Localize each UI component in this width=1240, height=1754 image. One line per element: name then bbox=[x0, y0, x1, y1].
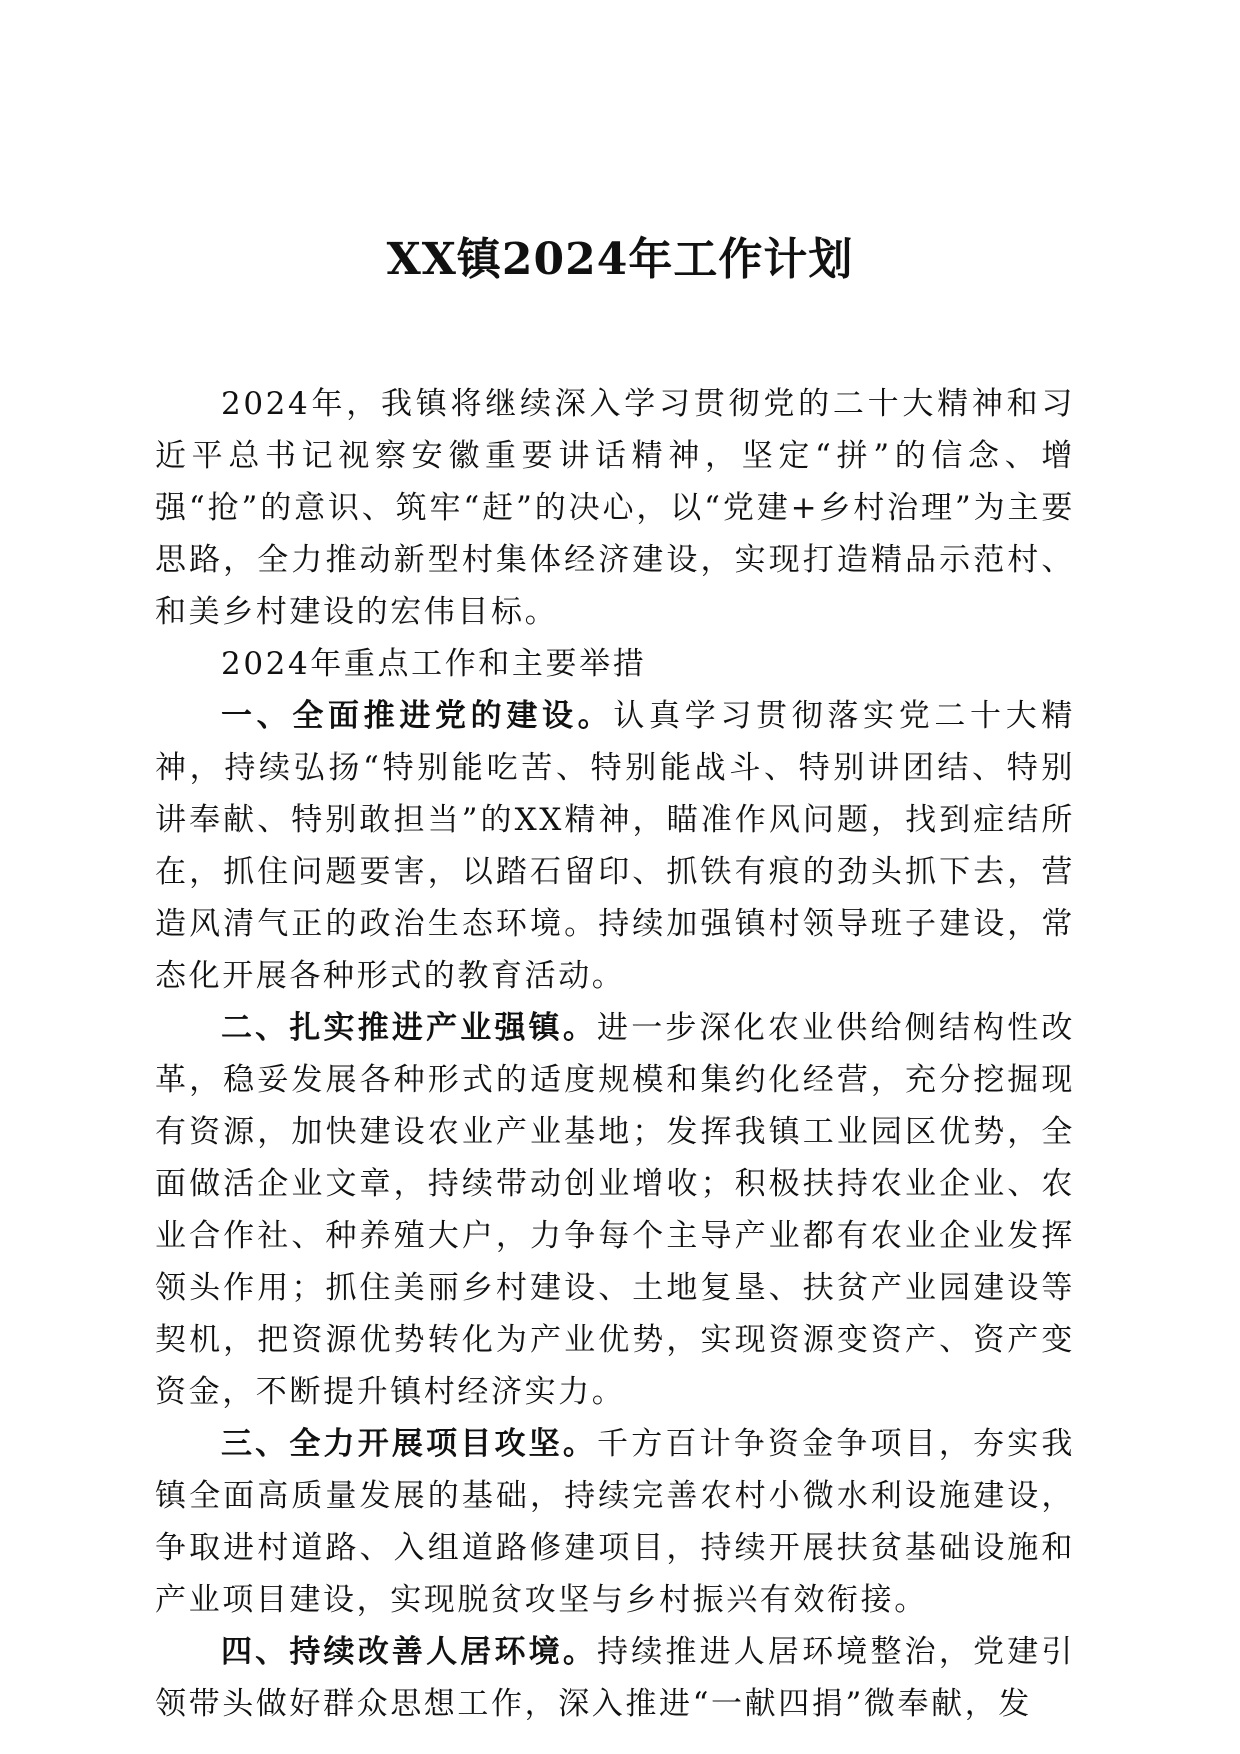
section-heading: 2024年重点工作和主要举措 bbox=[221, 646, 647, 682]
intro-paragraph: 2024年，我镇将继续深入学习贯彻党的二十大精神和习近平总书记视察安徽重要讲话精神，坚定“拼”的信念、增强“抢”的意识、筑牢“赶”的决心，以“党建+乡村治理”为主要思路，全力推动新型村集体经济建设，实现打造精品示范村、和美乡村建设的宏伟目标。 bbox=[155, 386, 1075, 630]
section-paragraph-3 bbox=[155, 1418, 1075, 1626]
section-2-heading: 二、扎实推进产业强镇。 bbox=[221, 1010, 598, 1046]
document-title: XX镇2024年工作计划 bbox=[386, 234, 854, 285]
section-3-text: 千方百计争资金争项目，夯实我镇全面高质量发展的基础，持续完善农村小微水利设施建设，争取进村道路、入组道路修建项目，持续开展扶贫基础设施和产业项目建设，实现脱贫攻坚与乡村振兴有效衔接。 bbox=[155, 1426, 1075, 1618]
section-4-text: 持续推进人居环境整治，党建引领带头做好群众思想工作，深入推进“一献四捐”微奉献，发 bbox=[155, 1634, 1075, 1722]
section-3-heading: 三、全力开展项目攻坚。 bbox=[221, 1426, 598, 1462]
section-1-heading: 一、全面推进党的建设。 bbox=[221, 698, 614, 734]
section-4-heading: 四、持续改善人居环境。 bbox=[221, 1634, 598, 1670]
section-paragraph-4 bbox=[155, 1626, 1075, 1730]
section-paragraph-1 bbox=[155, 690, 1075, 1002]
section-1-text: 认真学习贯彻落实党二十大精神，持续弘扬“特别能吃苦、特别能战斗、特别讲团结、特别讲奉献、特别敢担当”的XX精神，瞄准作风问题，找到症结所在，抓住问题要害，以踏石留印、抓铁有痕的劲头抓下去，营造风清气正的政治生态环境。持续加强镇村领导班子建设，常态化开展各种形式的教育活动。 bbox=[155, 698, 1075, 994]
section-2-text: 进一步深化农业供给侧结构性改革，稳妥发展各种形式的适度规模和集约化经营，充分挖掘现有资源，加快建设农业产业基地；发挥我镇工业园区优势，全面做活企业文章，持续带动创业增收；积极扶持农业企业、农业合作社、种养殖大户，力争每个主导产业都有农业企业发挥领头作用；抓住美丽乡村建设、土地复垦、扶贫产业园建设等契机，把资源优势转化为产业优势，实现资源变资产、资产变资金，不断提升镇村经济实力。 bbox=[155, 1010, 1075, 1410]
section-paragraph-2 bbox=[155, 1002, 1075, 1418]
document-body bbox=[155, 378, 1075, 1730]
